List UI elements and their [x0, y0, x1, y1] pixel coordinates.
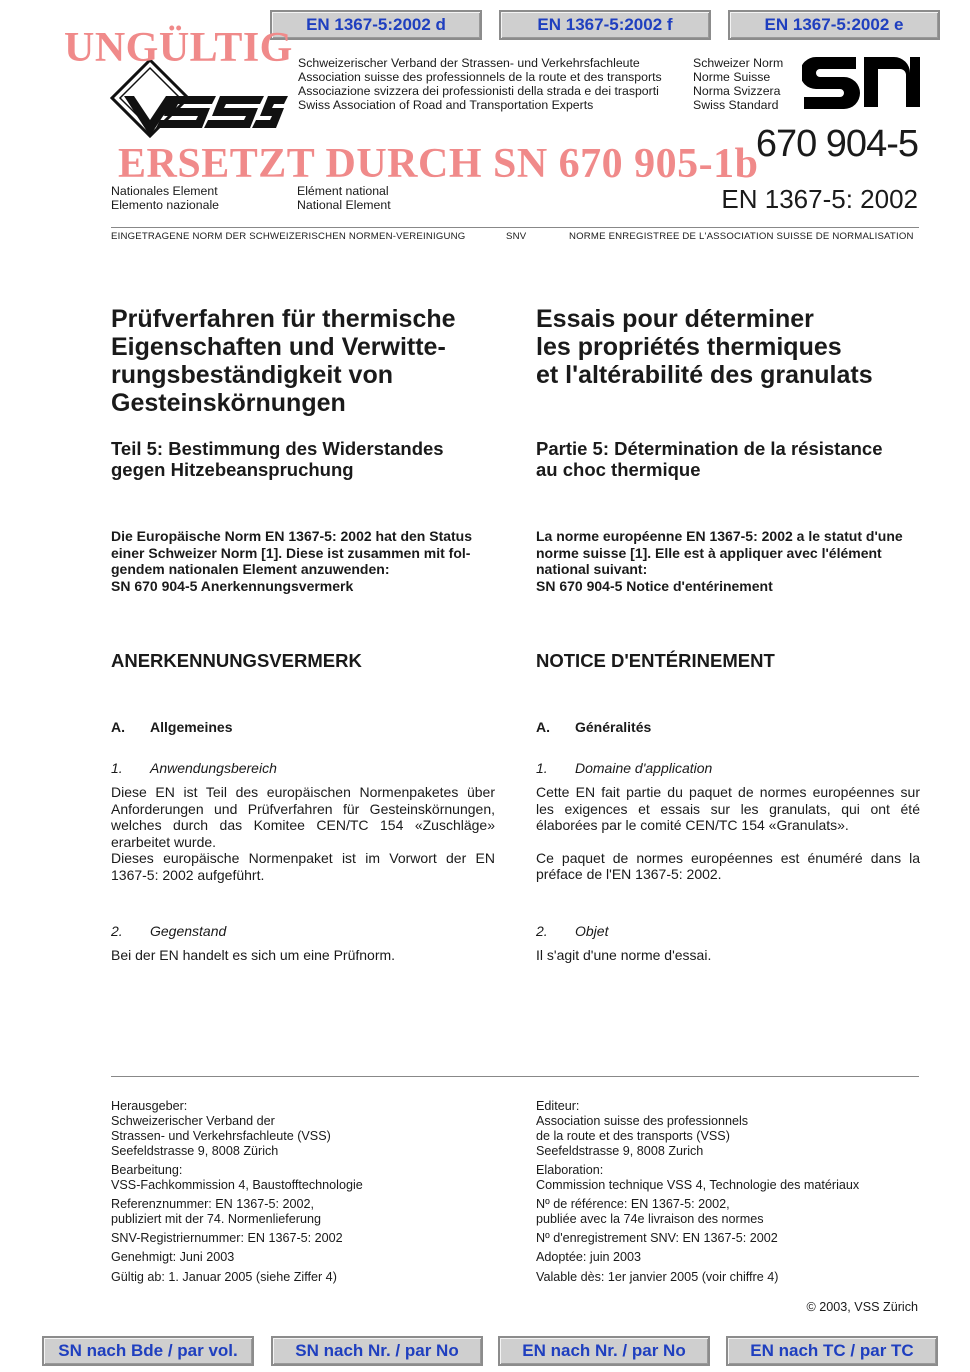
footer-line: de la route et des transports (VSS) [536, 1129, 730, 1143]
paragraph: Diese EN ist Teil des europäischen Normenpaketes über Anforderungen und Prüfverfahren für Gesteinskörnungen, welches durch das Komitee CEN/TC 154 «Zuschläge» erarbeitet wurde. [111, 784, 495, 850]
status-line: La norme européenne EN 1367-5: 2002 a le statut d'une [536, 528, 903, 544]
de-part-title [111, 438, 501, 480]
status-line: SN 670 904-5 Anerkennungsvermerk [111, 577, 354, 594]
footer-line: Nº de référence: EN 1367-5: 2002, [536, 1197, 730, 1211]
footer-line: Gültig ab: 1. Januar 2005 (siehe Ziffer 4) [111, 1270, 337, 1284]
element-label: National Element [297, 198, 391, 212]
paragraph: Ce paquet de normes européennes est énuméré dans la préface de l'EN 1367-5: 2002. [536, 849, 920, 882]
fr-item1-text [536, 784, 920, 883]
de-item2-number: 2. [111, 923, 123, 939]
de-item2-heading: Gegenstand [150, 923, 227, 939]
element-label: Nationales Element [111, 184, 218, 198]
footer-line: Strassen- und Verkehrsfachleute (VSS) [111, 1129, 331, 1143]
footer-line: Bearbeitung: [111, 1163, 183, 1177]
footer-line: Genehmigt: Juni 2003 [111, 1250, 235, 1264]
footer-line: Schweizerischer Verband der [111, 1114, 275, 1128]
norm-number: 670 904-5 [755, 123, 918, 165]
element-label: Elemento nazionale [111, 198, 220, 212]
fr-item2-number: 2. [536, 923, 548, 939]
footer-line: Elaboration: [536, 1163, 604, 1177]
footer-line: Editeur: [536, 1099, 580, 1113]
part-line: Teil 5: Bestimmung des Widerstandes [111, 438, 444, 459]
de-item1-text [111, 784, 495, 883]
footer-line: Nº d'enregistrement SNV: EN 1367-5: 2002 [536, 1231, 778, 1245]
de-sub-a-number: A. [111, 719, 125, 735]
footer-line: Valable dès: 1er janvier 2005 (voir chiffre 4) [536, 1270, 779, 1284]
fr-item1-heading: Domaine d'application [575, 760, 713, 776]
nav-button-en[interactable]: EN 1367-5:2002 e [728, 10, 940, 40]
footer-line: publiée avec la 74e livraison des normes [536, 1212, 764, 1226]
nav-button-sn-by-number[interactable]: SN nach Nr. / par No [271, 1336, 483, 1366]
org-line: Associazione svizzera dei professionisti della strada e dei trasporti [298, 84, 659, 98]
watermark-replaced: ERSETZT DURCH SN 670 905-1b [118, 141, 759, 187]
footer-line: publiziert mit der 74. Normenlieferung [111, 1212, 321, 1226]
nav-button-de[interactable]: EN 1367-5:2002 d [270, 10, 482, 40]
part-line: gegen Hitzebeanspruchung [111, 459, 354, 480]
footer-line: Seefeldstrasse 9, 8008 Zurich [536, 1144, 704, 1158]
de-column [111, 305, 501, 417]
national-element-right [297, 184, 391, 212]
sn-logo [802, 55, 920, 109]
footer-divider [111, 1076, 919, 1077]
fr-item1-number: 1. [536, 760, 548, 776]
footer-line: Commission technique VSS 4, Technologie des matériaux [536, 1178, 860, 1192]
paragraph: Cette EN fait partie du paquet de normes européennes sur les exigences et essais sur les granulats, qui ont été élaborées par le comité CEN/TC 154 «Granulats». [536, 784, 920, 833]
footer-line: Referenznummer: EN 1367-5: 2002, [111, 1197, 315, 1211]
org-line: Schweizerischer Verband der Strassen- und Verkehrsfachleute [298, 56, 640, 70]
de-item1-heading: Anwendungsbereich [150, 760, 277, 776]
status-line: gendem nationalen Element anzuwenden: [111, 561, 390, 577]
fr-item2-heading: Objet [575, 923, 609, 939]
title-line: Essais pour déterminer [536, 305, 814, 333]
de-status [111, 528, 495, 594]
title-line: les propriétés thermiques [536, 333, 842, 361]
nav-button-sn-by-volume[interactable]: SN nach Bde / par vol. [42, 1336, 254, 1366]
nav-button-en-by-number[interactable]: EN nach Nr. / par No [498, 1336, 710, 1366]
org-names [298, 56, 688, 112]
footer-line: SNV-Registriernummer: EN 1367-5: 2002 [111, 1231, 343, 1245]
fr-part-title [536, 438, 926, 480]
de-section-heading: ANERKENNUNGSVERMERK [111, 650, 362, 671]
de-publisher-info [111, 1099, 511, 1285]
watermark-invalid: UNGÜLTIG [64, 25, 293, 71]
title-line: rungsbeständigkeit von [111, 361, 393, 389]
part-line: au choc thermique [536, 459, 701, 480]
nav-button-en-by-tc[interactable]: EN nach TC / par TC [726, 1336, 938, 1366]
fr-sub-a-number: A. [536, 719, 550, 735]
element-label: Elément national [297, 184, 389, 198]
en-number: EN 1367-5: 2002 [721, 184, 918, 214]
fr-publisher-info [536, 1099, 936, 1285]
nav-button-fr[interactable]: EN 1367-5:2002 f [499, 10, 711, 40]
title-line: Gesteinskörnungen [111, 389, 346, 417]
org-line: Association suisse des professionnels de la route et des transports [298, 70, 662, 84]
status-line: norme suisse [1]. Elle est à appliquer avec l'élément [536, 544, 882, 561]
org-line: Swiss Association of Road and Transportation Experts [298, 98, 594, 112]
fr-item2-text: Il s'agit d'une norme d'essai. [536, 947, 712, 963]
paragraph: Dieses europäische Normenpaket ist im Vorwort der EN 1367-5: 2002 aufgeführt. [111, 850, 495, 883]
title-line: et l'altérabilité des granulats [536, 361, 873, 389]
de-item1-number: 1. [111, 760, 123, 776]
national-element-left [111, 184, 219, 212]
registry-left: EINGETRAGENE NORM DER SCHWEIZERISCHEN NORMEN-VEREINIGUNG [111, 231, 466, 242]
de-title [111, 305, 501, 417]
norm-type-line: Swiss Standard [693, 98, 779, 112]
footer-line: Adoptée: juin 2003 [536, 1250, 642, 1264]
fr-sub-a-heading: Généralités [575, 719, 652, 735]
footer-line: Association suisse des professionnels [536, 1114, 749, 1128]
title-line: Prüfverfahren für thermische [111, 305, 456, 333]
norm-type-line: Norma Svizzera [693, 84, 781, 98]
registry-right: NORME ENREGISTREE DE L'ASSOCIATION SUISSE DE NORMALISATION [569, 231, 914, 242]
status-line: national suivant: [536, 561, 648, 577]
footer-line: VSS-Fachkommission 4, Baustofftechnologie [111, 1178, 363, 1192]
header-divider [111, 227, 919, 228]
status-line: einer Schweizer Norm [1]. Diese ist zusammen mit fol- [111, 544, 471, 561]
status-line: SN 670 904-5 Notice d'entérinement [536, 577, 773, 594]
registry-mid: SNV [506, 231, 527, 242]
fr-title [536, 305, 926, 389]
de-sub-a-heading: Allgemeines [150, 719, 233, 735]
copyright: © 2003, VSS Zürich [806, 1300, 918, 1314]
fr-status [536, 528, 920, 594]
footer-line: Seefeldstrasse 9, 8008 Zürich [111, 1144, 279, 1158]
norm-type-line: Schweizer Norm [693, 56, 784, 70]
de-item2-text: Bei der EN handelt es sich um eine Prüfnorm. [111, 947, 396, 963]
title-line: Eigenschaften und Verwitte- [111, 333, 446, 361]
status-line: Die Europäische Norm EN 1367-5: 2002 hat den Status [111, 528, 473, 544]
norm-type [693, 56, 803, 112]
fr-section-heading: NOTICE D'ENTÉRINEMENT [536, 650, 775, 671]
norm-type-line: Norme Suisse [693, 70, 771, 84]
part-line: Partie 5: Détermination de la résistance [536, 438, 883, 459]
footer-line: Herausgeber: [111, 1099, 188, 1113]
